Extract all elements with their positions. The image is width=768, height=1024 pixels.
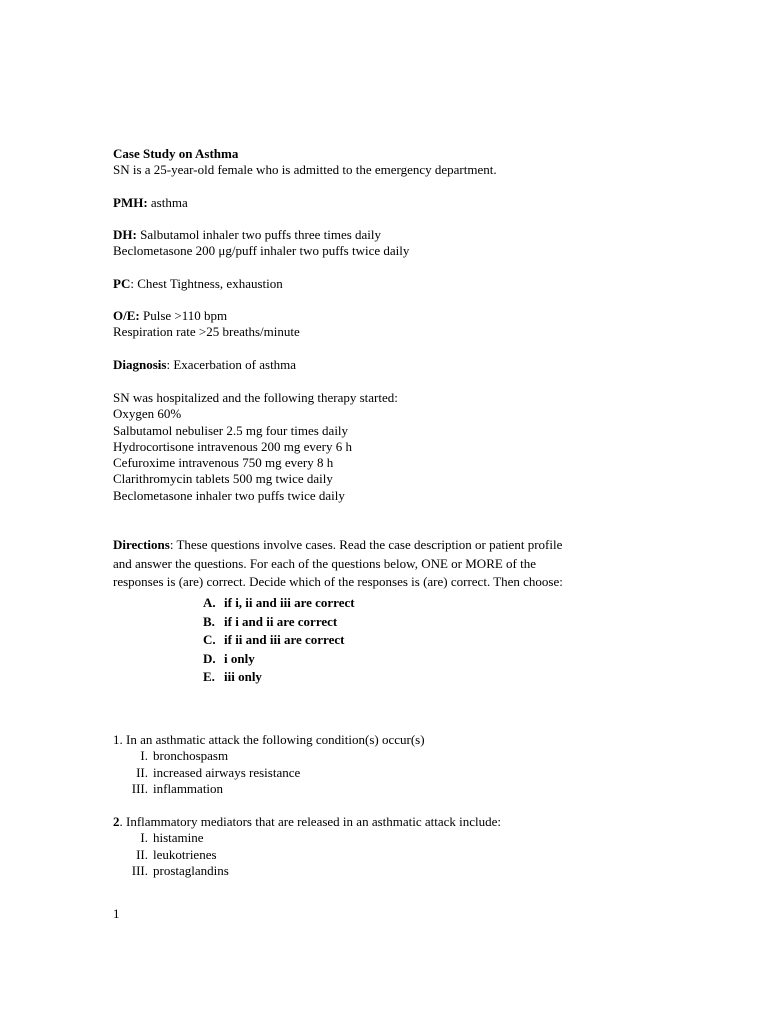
pc-text: : Chest Tightness, exhaustion	[130, 276, 283, 291]
answer-choice: A. if i, ii and iii are correct	[203, 595, 355, 610]
question-option: II. increased airways resistance	[136, 764, 301, 780]
question-option: III. inflammation	[131, 780, 224, 796]
therapy-intro: SN was hospitalized and the following therapy started:	[113, 390, 398, 405]
question-text: In an asthmatic attack the following condition(s) occur(s)	[122, 732, 425, 747]
answer-choice: E. iii only	[203, 669, 262, 685]
question-option: I. histamine	[140, 830, 204, 846]
therapy-item: Salbutamol nebuliser 2.5 mg four times daily	[113, 422, 349, 438]
directions-line-3: responses is (are) correct. Decide which of the responses is (are) correct. Then choose:	[113, 574, 563, 590]
oe-section	[113, 308, 673, 341]
answer-choice: D. i only	[203, 650, 255, 666]
diagnosis-label: Diagnosis	[113, 357, 167, 372]
question-2	[113, 814, 673, 879]
diagnosis-text: : Exacerbation of asthma	[166, 357, 297, 372]
therapy-section	[113, 390, 673, 504]
case-intro: SN is a 25-year-old female who is admitted to the emergency department.	[113, 162, 497, 178]
diagnosis-section	[113, 357, 673, 373]
dh-label: DH:	[113, 227, 137, 242]
case-header	[113, 146, 673, 179]
directions-line-2: and answer the questions. For each of the questions below, ONE or MORE of the	[113, 555, 537, 571]
therapy-item: Beclometasone inhaler two puffs twice daily	[113, 487, 345, 503]
dh-line-2: Beclometasone 200 μg/puff inhaler two puffs twice daily	[113, 243, 410, 259]
pmh-section	[113, 195, 673, 211]
question-option: II. leukotrienes	[136, 846, 217, 862]
question-1	[113, 732, 673, 797]
directions-label: Directions	[113, 537, 170, 552]
pc-label: PC	[113, 276, 131, 291]
question-text: . Inflammatory mediators that are released in an asthmatic attack include:	[119, 814, 502, 829]
therapy-item: Clarithromycin tablets 500 mg twice daily	[113, 471, 333, 487]
oe-label: O/E:	[113, 308, 140, 323]
case-title: Case Study on Asthma	[113, 146, 239, 161]
directions-section	[113, 536, 713, 592]
oe-line-1: Pulse >110 bpm	[139, 308, 228, 323]
answer-choices	[203, 594, 355, 687]
question-option: III. prostaglandins	[131, 862, 229, 878]
question-number: 1.	[113, 732, 123, 747]
answer-choice: B. if i and ii are correct	[203, 613, 338, 629]
therapy-item: Oxygen 60%	[113, 406, 182, 422]
therapy-item: Cefuroxime intravenous 750 mg every 8 h	[113, 455, 334, 471]
dh-line-1: Salbutamol inhaler two puffs three times daily	[136, 227, 382, 242]
answer-choice: C. if ii and iii are correct	[203, 632, 345, 648]
pmh-label: PMH:	[113, 195, 148, 210]
pmh-text: asthma	[147, 195, 188, 210]
therapy-item: Hydrocortisone intravenous 200 mg every 6 h	[113, 438, 353, 454]
page-number: 1	[113, 906, 120, 921]
directions-line-1: : These questions involve cases. Read the case description or patient profile	[169, 537, 563, 552]
pc-section	[113, 276, 673, 292]
question-number: 2	[113, 814, 120, 829]
oe-line-2: Respiration rate >25 breaths/minute	[113, 324, 300, 340]
dh-section	[113, 227, 673, 260]
question-option: I. bronchospasm	[140, 748, 229, 764]
